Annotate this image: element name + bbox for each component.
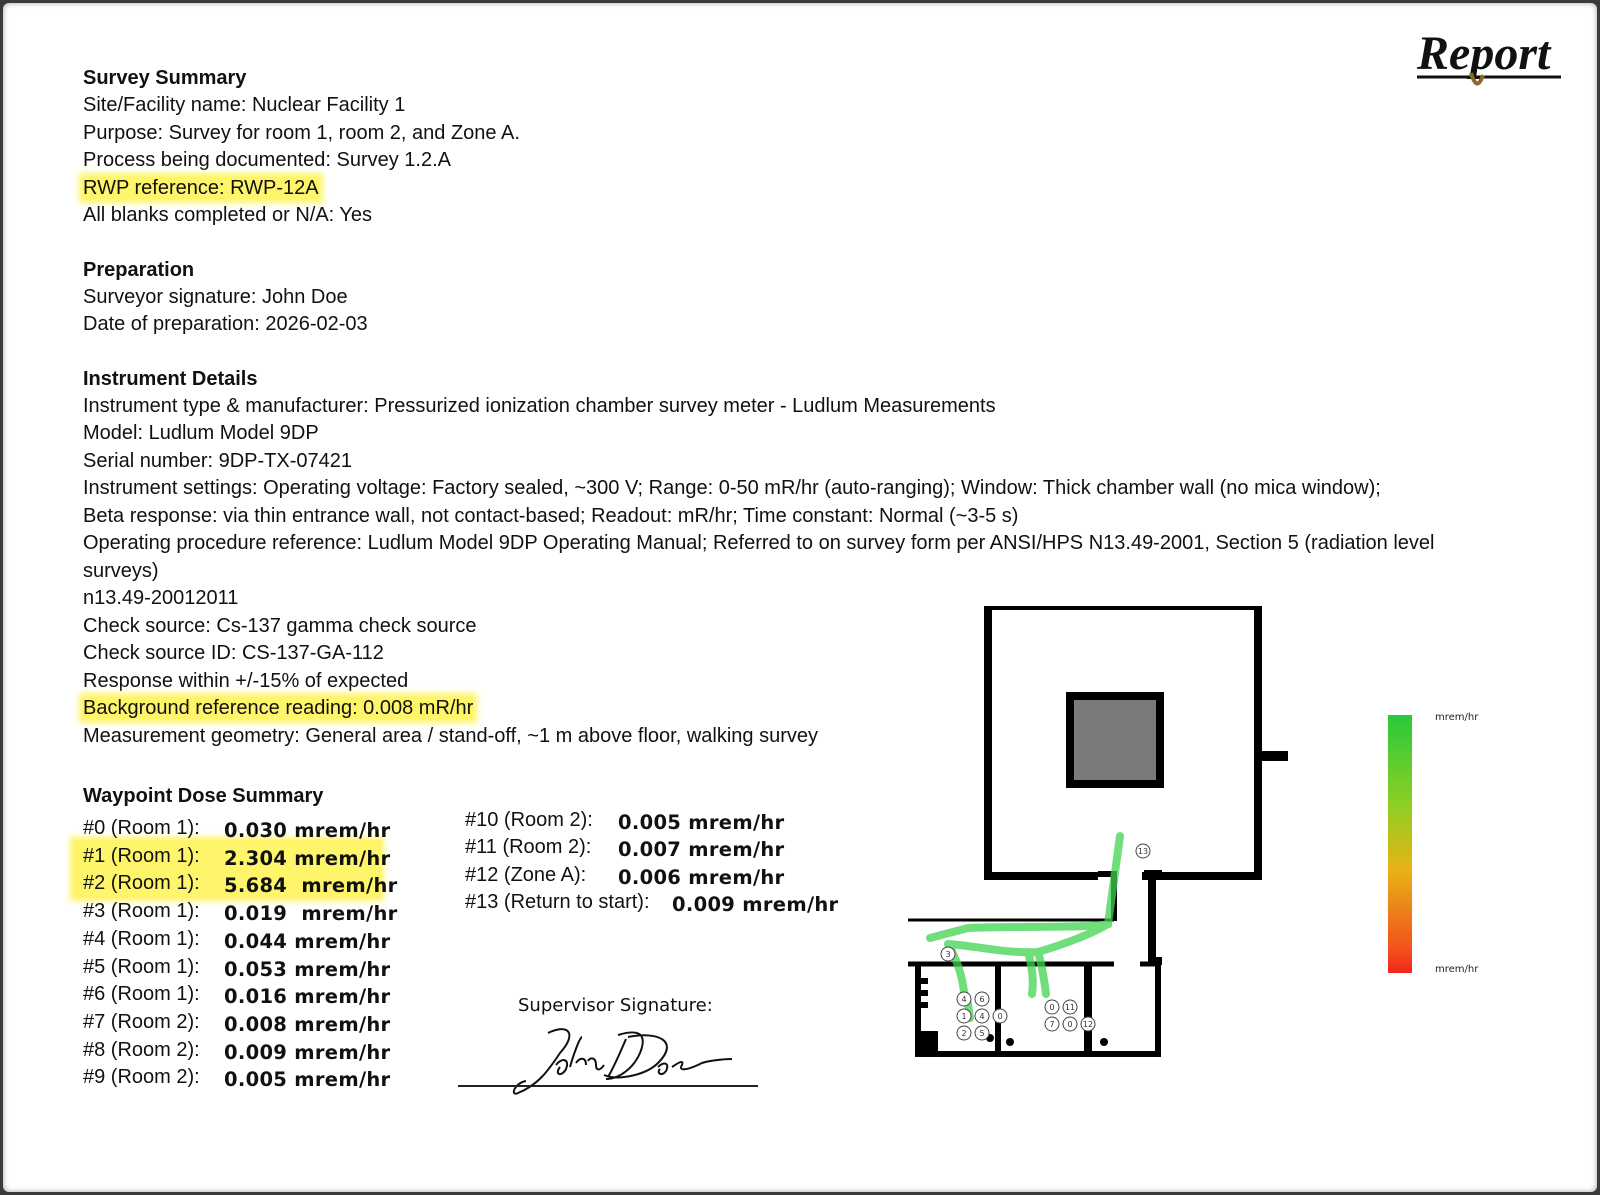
waypoint-row — [83, 900, 503, 926]
svg-text:4: 4 — [979, 1012, 985, 1021]
purpose-line: Purpose: Survey for room 1, room 2, and Zone A. — [83, 121, 520, 144]
svg-text:1: 1 — [961, 1012, 967, 1021]
waypoint-marker — [1063, 1017, 1077, 1031]
procedure-line: Operating procedure reference: Ludlum Model 9DP Operating Manual; Referred to on survey form per ANSI/HPS N13.49-2001, Section 5 (radiation level surveys) — [83, 532, 1435, 582]
waypoint-label: #1 (Room 1): — [83, 844, 200, 867]
waypoint-title: Waypoint Dose Summary — [83, 785, 324, 807]
legend-top-label: mrem/hr — [1435, 712, 1479, 723]
procedure-code-line: n13.49-20012011 — [83, 587, 239, 609]
waypoint-label: #9 (Room 2): — [83, 1066, 200, 1089]
waypoint-label: #0 (Room 1): — [83, 817, 200, 839]
waypoint-marker — [957, 992, 971, 1006]
waypoint-marker — [975, 1009, 989, 1023]
rwp-reference-highlight: RWP reference: RWP-12A — [83, 176, 319, 199]
waypoint-row — [465, 864, 885, 890]
waypoint-value: 0.006 mrem/hr — [618, 865, 785, 889]
waypoint-row — [83, 983, 503, 1009]
instrument-type-line: Instrument type & manufacturer: Pressurized ionization chamber survey meter - Ludlum Measurements — [83, 394, 996, 417]
waypoint-value: 0.007 mrem/hr — [618, 838, 785, 862]
waypoint-value: 0.019 mrem/hr — [224, 902, 398, 926]
preparation-title: Preparation — [83, 258, 195, 281]
waypoint-label: #2 (Room 1): — [83, 872, 200, 895]
waypoint-value: 0.016 mrem/hr — [224, 985, 391, 1009]
serial-line: Serial number: 9DP-TX-07421 — [83, 449, 353, 472]
svg-text:13: 13 — [1137, 847, 1149, 856]
waypoint-row — [83, 1066, 503, 1092]
svg-text:0: 0 — [1067, 1020, 1073, 1029]
process-line: Process being documented: Survey 1.2.A — [83, 149, 451, 171]
waypoint-label: #6 (Room 1): — [83, 983, 200, 1006]
waypoint-value: 0.053 mrem/hr — [224, 957, 391, 981]
waypoint-label: #11 (Room 2): — [465, 836, 592, 859]
waypoint-label: #13 (Return to start): — [465, 890, 650, 913]
waypoint-row — [83, 928, 503, 954]
waypoint-value: 0.005 mrem/hr — [618, 811, 785, 834]
waypoint-marker — [941, 947, 955, 961]
settings-line-2: Beta response: via thin entrance wall, not contact-based; Readout: mR/hr; Time constant: Normal (~3-5 s) — [83, 504, 1019, 527]
floor-plan-map — [908, 606, 1308, 1086]
waypoint-marker — [957, 1026, 971, 1040]
waypoint-row — [83, 1011, 503, 1037]
waypoint-label: #7 (Room 2): — [83, 1010, 200, 1033]
waypoint-row — [465, 836, 885, 862]
waypoint-value: 0.009 mrem/hr — [672, 892, 839, 916]
waypoint-row — [465, 891, 885, 917]
waypoint-marker — [975, 1026, 989, 1040]
waypoint-value: 0.009 mrem/hr — [224, 1040, 391, 1064]
supervisor-signature — [508, 1023, 738, 1103]
waypoint-marker — [1136, 844, 1150, 858]
svg-text:0: 0 — [1049, 1003, 1055, 1012]
waypoint-row — [83, 1039, 503, 1065]
waypoint-row — [465, 809, 885, 835]
waypoint-label: #12 (Zone A): — [465, 863, 587, 886]
svg-text:Report: Report — [1417, 27, 1551, 80]
background-reading-highlight: Background reference reading: 0.008 mR/hr — [83, 697, 474, 719]
svg-text:7: 7 — [1049, 1020, 1055, 1029]
waypoint-label: #10 (Room 2): — [465, 809, 593, 831]
waypoint-value: 5.684 mrem/hr — [224, 874, 398, 898]
waypoint-value: 0.008 mrem/hr — [224, 1012, 391, 1036]
waypoint-marker — [1045, 1000, 1059, 1014]
svg-text:3: 3 — [945, 950, 951, 959]
response-line: Response within +/-15% of expected — [83, 669, 409, 692]
waypoint-row — [83, 817, 503, 843]
svg-text:11: 11 — [1064, 1003, 1076, 1012]
svg-text:6: 6 — [979, 995, 985, 1004]
signature-line — [458, 1085, 758, 1087]
date-line: Date of preparation: 2026-02-03 — [83, 313, 368, 335]
waypoint-marker — [1045, 1017, 1059, 1031]
dose-legend-bar — [1388, 715, 1412, 973]
settings-line-1: Instrument settings: Operating voltage: Factory sealed, ~300 V; Range: 0-50 mR/hr (auto-ranging); Window: Thick chamber wall (no mica window); — [83, 477, 1381, 499]
waypoint-label: #8 (Room 2): — [83, 1038, 200, 1061]
waypoint-label: #4 (Room 1): — [83, 927, 200, 950]
svg-text:4: 4 — [961, 995, 967, 1004]
model-line: Model: Ludlum Model 9DP — [83, 422, 319, 444]
waypoint-value: 2.304 mrem/hr — [224, 846, 391, 870]
waypoint-marker — [1063, 1000, 1077, 1014]
supervisor-label: Supervisor Signature: — [518, 995, 713, 1016]
check-source-line: Check source: Cs-137 gamma check source — [83, 614, 477, 637]
svg-text:2: 2 — [961, 1029, 967, 1038]
svg-text:0: 0 — [997, 1012, 1003, 1021]
waypoint-label: #5 (Room 1): — [83, 955, 200, 978]
survey-summary-title: Survey Summary — [83, 67, 247, 89]
waypoint-value: 0.044 mrem/hr — [224, 929, 391, 953]
waypoint-row — [83, 872, 503, 898]
waypoint-marker — [993, 1009, 1007, 1023]
waypoint-label: #3 (Room 1): — [83, 900, 200, 923]
waypoint-value: 0.030 mrem/hr — [224, 819, 391, 842]
instrument-title: Instrument Details — [83, 367, 258, 390]
waypoint-marker — [1081, 1017, 1095, 1031]
waypoint-value: 0.005 mrem/hr — [224, 1068, 391, 1092]
svg-text:5: 5 — [979, 1029, 985, 1038]
waypoint-row — [83, 956, 503, 982]
legend-bottom-label: mrem/hr — [1435, 964, 1479, 975]
waypoint-marker — [975, 992, 989, 1006]
geometry-line: Measurement geometry: General area / stand-off, ~1 m above floor, walking survey — [83, 724, 818, 747]
svg-text:12: 12 — [1082, 1020, 1094, 1029]
waypoint-marker — [957, 1009, 971, 1023]
report-page — [3, 3, 1597, 1192]
waypoint-row — [83, 845, 503, 871]
blanks-line: All blanks completed or N/A: Yes — [83, 204, 373, 226]
site-line: Site/Facility name: Nuclear Facility 1 — [83, 94, 406, 116]
check-source-id-line: Check source ID: CS-137-GA-112 — [83, 642, 384, 664]
surveyor-line: Surveyor signature: John Doe — [83, 285, 348, 308]
